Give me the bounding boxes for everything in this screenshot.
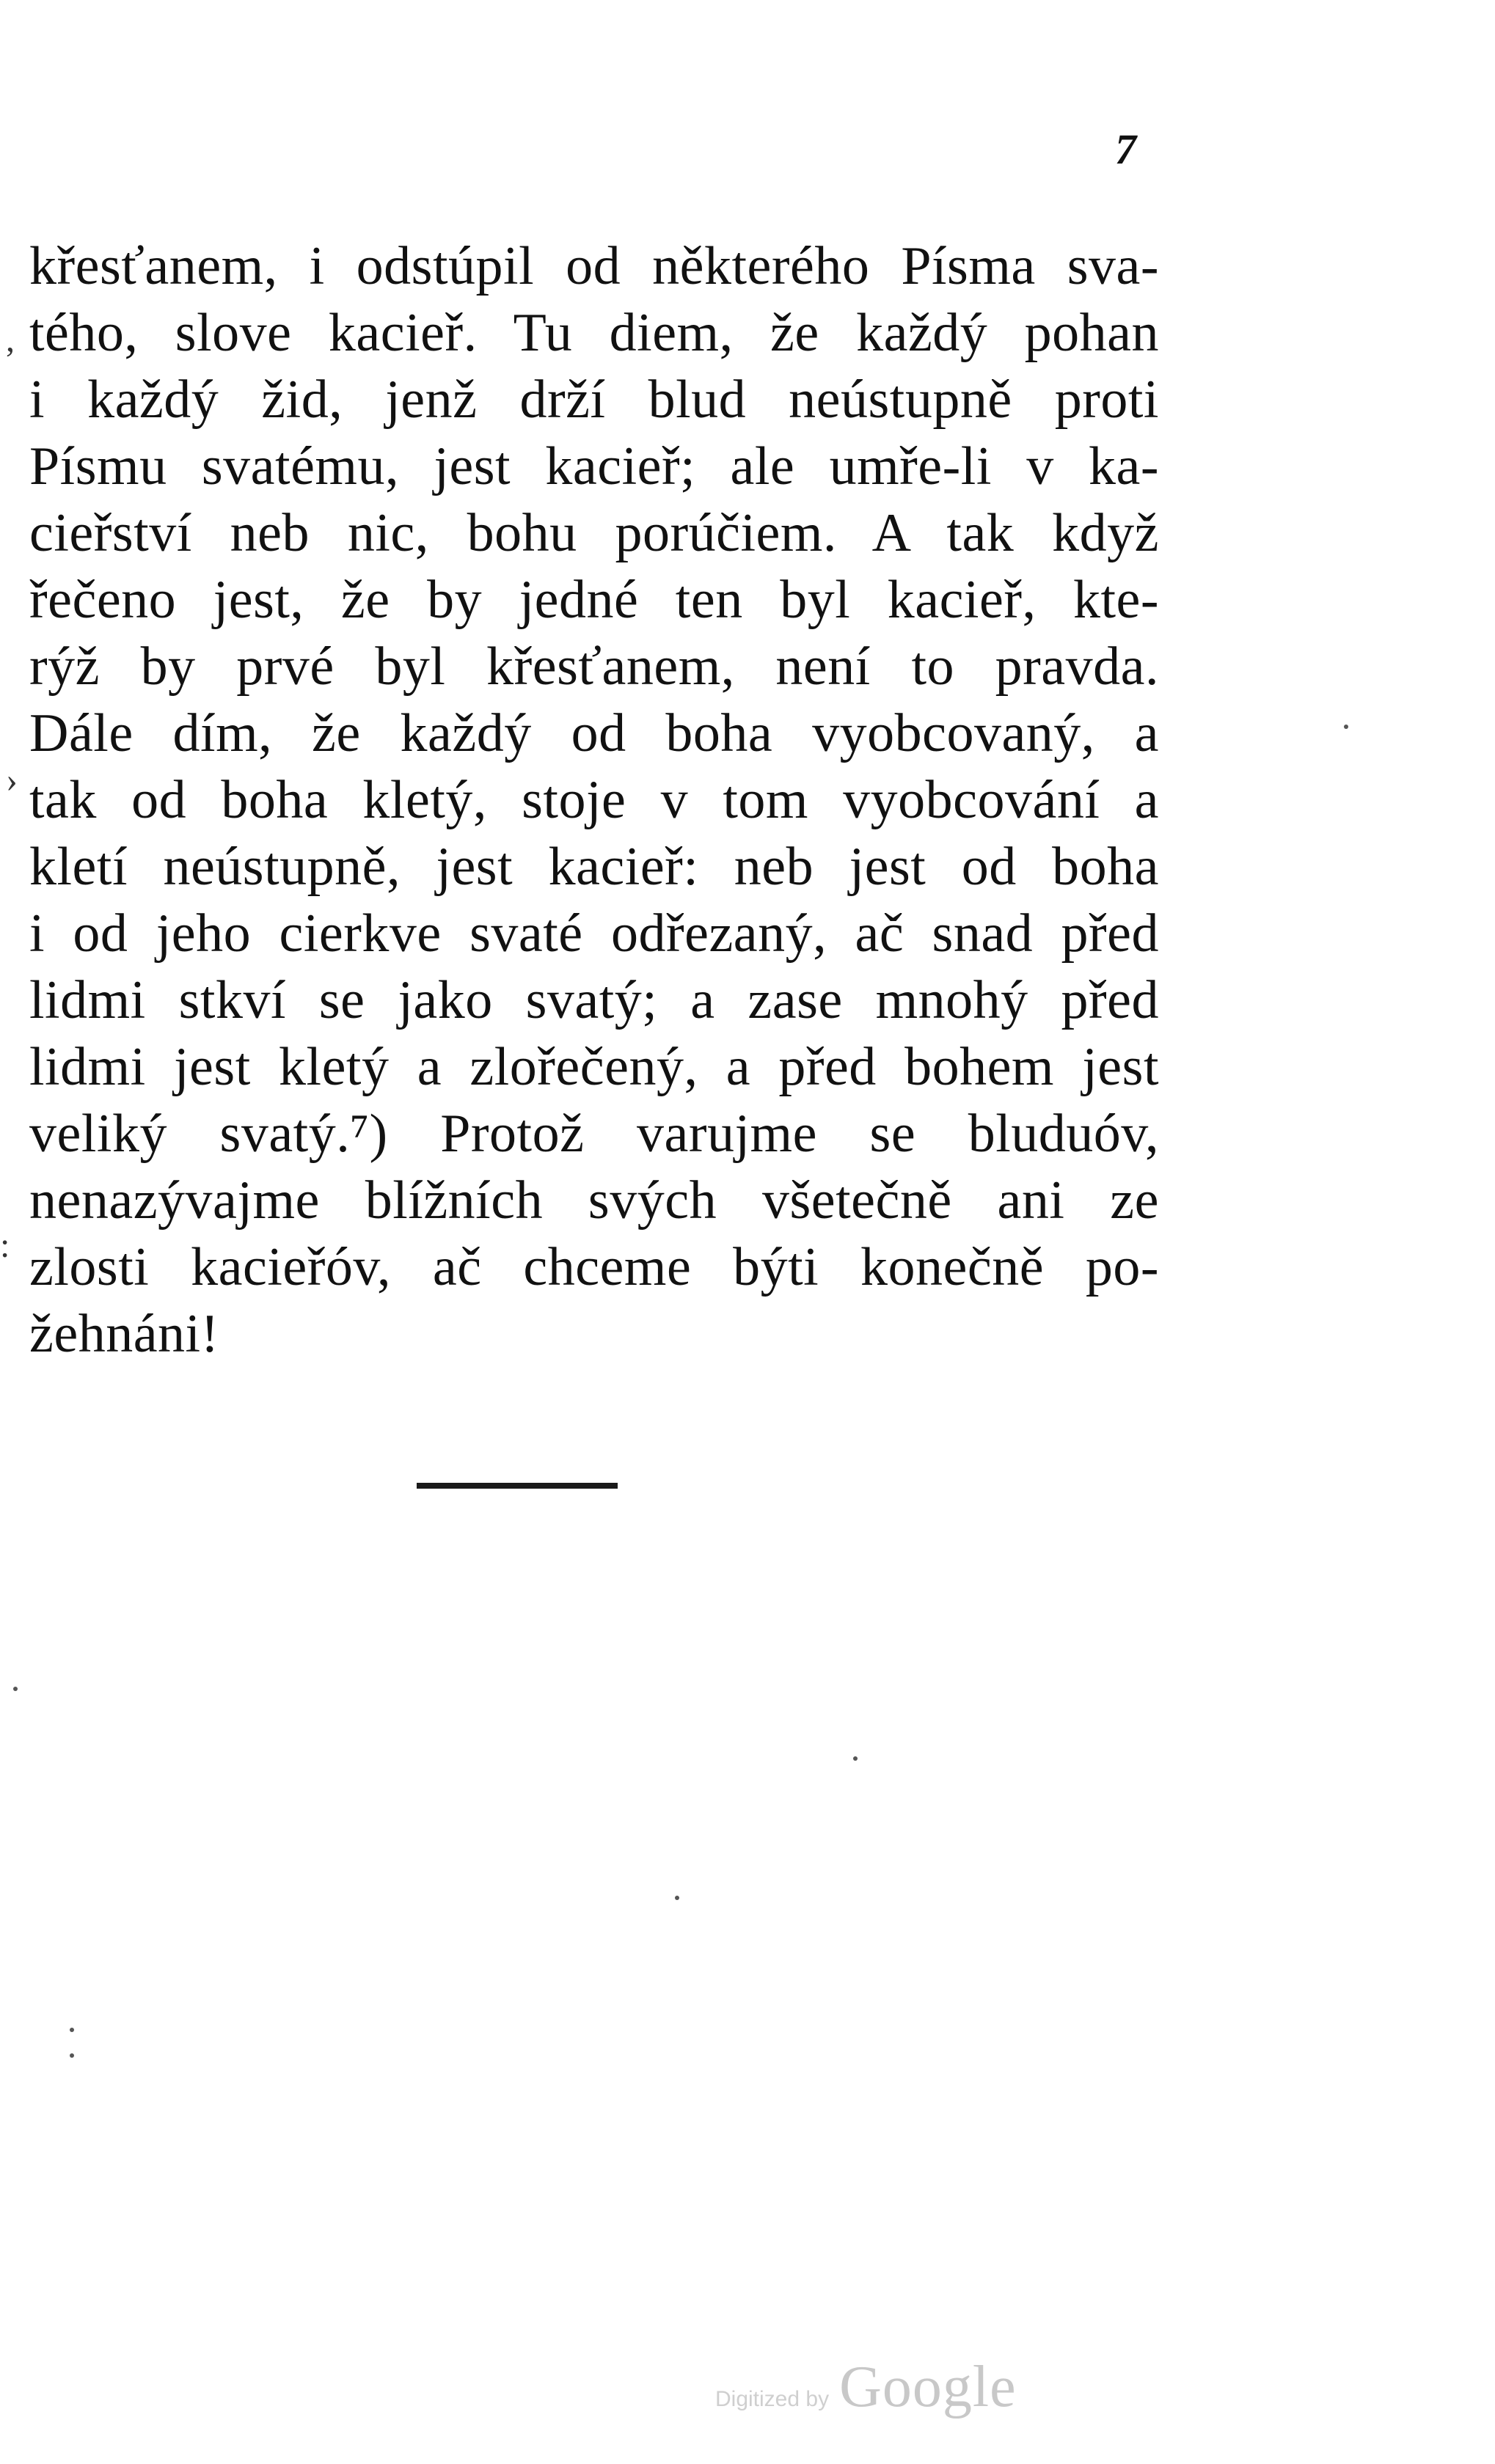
text-line: lidmi stkví se jako svatý; a zase mnohý před (29, 970, 1159, 1030)
scan-speck (70, 2028, 74, 2032)
scan-speck (1344, 725, 1348, 729)
text-line: Písmu svatému, jest kacieř; ale umře-li v ka- (29, 436, 1159, 496)
text-line: cieřství neb nic, bohu porúčiem. A tak když (29, 503, 1159, 563)
text-line: lidmi jest kletý a zlořečený, a před bohem jest (29, 1037, 1159, 1097)
margin-mark: , (6, 320, 15, 359)
text-line: zlosti kacieřóv, ač chceme býti konečně po- (29, 1237, 1159, 1297)
text-line: křesťanem, i odstúpil od některého Písma sva- (29, 236, 1159, 296)
margin-mark: › (6, 760, 18, 799)
text-line: řečeno jest, že by jedné ten byl kacieř, kte- (29, 570, 1159, 630)
text-line: rýž by prvé byl křesťanem, není to pravda. (29, 637, 1159, 697)
text-line: veliký svatý.⁷) Protož varujme se bluduóv, (29, 1104, 1159, 1164)
page-number: 7 (1115, 125, 1136, 173)
text-line: i od jeho cierkve svaté odřezaný, ač snad před (29, 903, 1159, 964)
scan-speck (675, 1896, 679, 1900)
text-line: nenazývajme blížních svých všetečně ani ze (29, 1170, 1159, 1231)
margin-mark: : (0, 1226, 10, 1265)
google-logo: Google (839, 2355, 1017, 2419)
text-line: žehnáni! (29, 1304, 219, 1364)
scan-speck (13, 1687, 18, 1691)
text-line: tého, slove kacieř. Tu diem, že každý pohan (29, 303, 1159, 363)
section-divider (417, 1483, 618, 1489)
scan-speck (70, 2053, 74, 2058)
text-line: Dále dím, že každý od boha vyobcovaný, a (29, 703, 1159, 763)
watermark-prefix: Digitized by (715, 2387, 830, 2411)
text-line: tak od boha kletý, stoje v tom vyobcování a (29, 770, 1159, 830)
body-text (29, 233, 1159, 1368)
text-line: i každý žid, jenž drží blud neústupně proti (29, 370, 1159, 430)
digitized-watermark (715, 2354, 1017, 2421)
scan-speck (853, 1756, 858, 1761)
text-line: kletí neústupně, jest kacieř: neb jest od boha (29, 837, 1159, 897)
